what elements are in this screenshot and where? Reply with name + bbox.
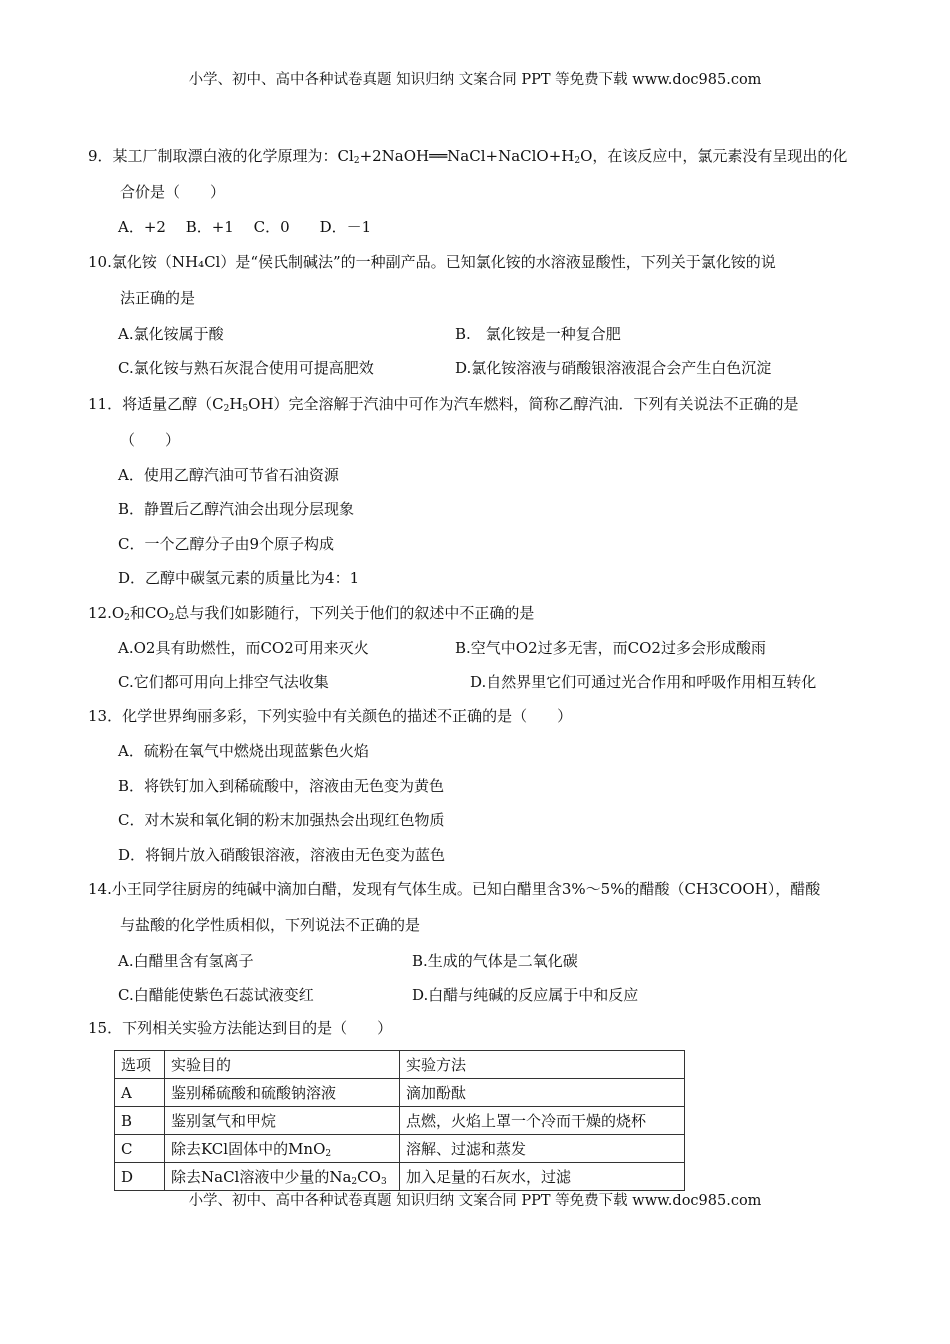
- footer-banner: 小学、初中、高中各种试卷真题 知识归纳 文案合同 PPT 等免费下载 www.doc985.com: [188, 1193, 762, 1209]
- q12-option-c: C.它们都可用向上排空气法收集: [118, 673, 329, 691]
- q13-option-c: C．对木炭和氧化铜的粉末加强热会出现红色物质: [118, 811, 445, 829]
- q14-option-c: C.白醋能使紫色石蕊试液变红: [118, 986, 314, 1004]
- q10-option-d: D.氯化铵溶液与硝酸银溶液混合会产生白色沉淀: [455, 359, 772, 377]
- table-header-row: [115, 1051, 685, 1079]
- table-cell-option: B: [115, 1107, 165, 1135]
- q12-stem: $12.O_2$和$CO_2$总与我们如影随行，下列关于他们的叙述中不正确的是: [88, 604, 535, 623]
- q11-stem-line2: （ ）: [120, 431, 181, 449]
- q14-option-d: D.白醋与纯碱的反应属于中和反应: [412, 986, 639, 1004]
- q10-option-b: B. 氯化铵是一种复合肥: [455, 325, 621, 343]
- table-cell-purpose: 除去KCl固体中的MnO$_2$: [165, 1135, 400, 1163]
- q13-stem: 13．化学世界绚丽多彩，下列实验中有关颜色的描述不正确的是（ ）: [88, 707, 573, 725]
- q9-stem-line1: 9．某工厂制取漂白液的化学原理为：$Cl_2+2NaOH══NaCl+NaClO+H_2O$，在该反应中，氯元素没有呈现出的化: [88, 147, 848, 166]
- table-cell-purpose: 鉴别稀硫酸和硫酸钠溶液: [165, 1079, 400, 1107]
- table-row: [115, 1079, 685, 1107]
- q14-stem-line2: 与盐酸的化学性质相似，下列说法不正确的是: [120, 916, 421, 934]
- q11-option-d: D．乙醇中碳氢元素的质量比为4：1: [118, 569, 360, 587]
- q12-option-b: B.空气中O2过多无害，而CO2过多会形成酸雨: [455, 639, 766, 657]
- table-cell-method: 滴加酚酞: [400, 1079, 685, 1107]
- table-cell-method: 点燃，火焰上罩一个冷而干燥的烧杯: [400, 1107, 685, 1135]
- table-row: [115, 1163, 685, 1191]
- q13-option-d: D．将铜片放入硝酸银溶液，溶液由无色变为蓝色: [118, 846, 446, 864]
- table-cell-method: 溶解、过滤和蒸发: [400, 1135, 685, 1163]
- q10-option-c: C.氯化铵与熟石灰混合使用可提高肥效: [118, 359, 374, 377]
- table-cell-method: 加入足量的石灰水，过滤: [400, 1163, 685, 1191]
- table-header-cell: 实验方法: [400, 1051, 685, 1079]
- q14-stem-line1: 14.小王同学往厨房的纯碱中滴加白醋，发现有气体生成。已知白醋里含3%～5%的醋酸（CH3COOH），醋酸: [88, 880, 821, 898]
- q12-option-d: D.自然界里它们可通过光合作用和呼吸作用相互转化: [470, 673, 817, 691]
- q15-stem: 15．下列相关实验方法能达到目的是（ ）: [88, 1019, 393, 1037]
- q14-option-a: A.白醋里含有氢离子: [118, 952, 254, 970]
- q11-option-c: C．一个乙醇分子由9个原子构成: [118, 535, 335, 553]
- q11-stem-line1: 11．将适量乙醇$(C_2H_5OH)$完全溶解于汽油中可作为汽车燃料，简称乙醇汽油．下列有关说法不正确的是: [88, 395, 799, 414]
- q14-option-b: B.生成的气体是二氧化碳: [412, 952, 578, 970]
- table-row: [115, 1135, 685, 1163]
- header-banner: 小学、初中、高中各种试卷真题 知识归纳 文案合同 PPT 等免费下载 www.doc985.com: [188, 72, 762, 88]
- q9-stem-line2: 合价是（ ）: [120, 183, 226, 201]
- table-header-cell: 选项: [115, 1051, 165, 1079]
- q11-option-b: B．静置后乙醇汽油会出现分层现象: [118, 500, 355, 518]
- q13-option-b: B．将铁钉加入到稀硫酸中，溶液由无色变为黄色: [118, 777, 445, 795]
- q10-stem-line2: 法正确的是: [120, 289, 196, 307]
- q9-options: A．+2 B．+1 C．0 D．－1: [118, 218, 372, 236]
- q10-stem-line1: 10.氯化铵（NH₄Cl）是“侯氏制碱法”的一种副产品。已知氯化铵的水溶液显酸性，下列关于氯化铵的说: [88, 253, 776, 271]
- table-header-cell: 实验目的: [165, 1051, 400, 1079]
- q10-option-a: A.氯化铵属于酸: [118, 325, 224, 343]
- table-cell-option: C: [115, 1135, 165, 1163]
- q13-option-a: A．硫粉在氧气中燃烧出现蓝紫色火焰: [118, 742, 369, 760]
- q11-option-a: A．使用乙醇汽油可节省石油资源: [118, 466, 339, 484]
- table-cell-purpose: 除去NaCl溶液中少量的$Na_2CO_3$: [165, 1163, 400, 1191]
- q12-option-a: A.O2具有助燃性，而CO2可用来灭火: [118, 639, 369, 657]
- table-cell-option: A: [115, 1079, 165, 1107]
- table-row: [115, 1107, 685, 1135]
- table-cell-purpose: 鉴别氢气和甲烷: [165, 1107, 400, 1135]
- table-cell-option: D: [115, 1163, 165, 1191]
- q15-experiment-table: [114, 1050, 685, 1191]
